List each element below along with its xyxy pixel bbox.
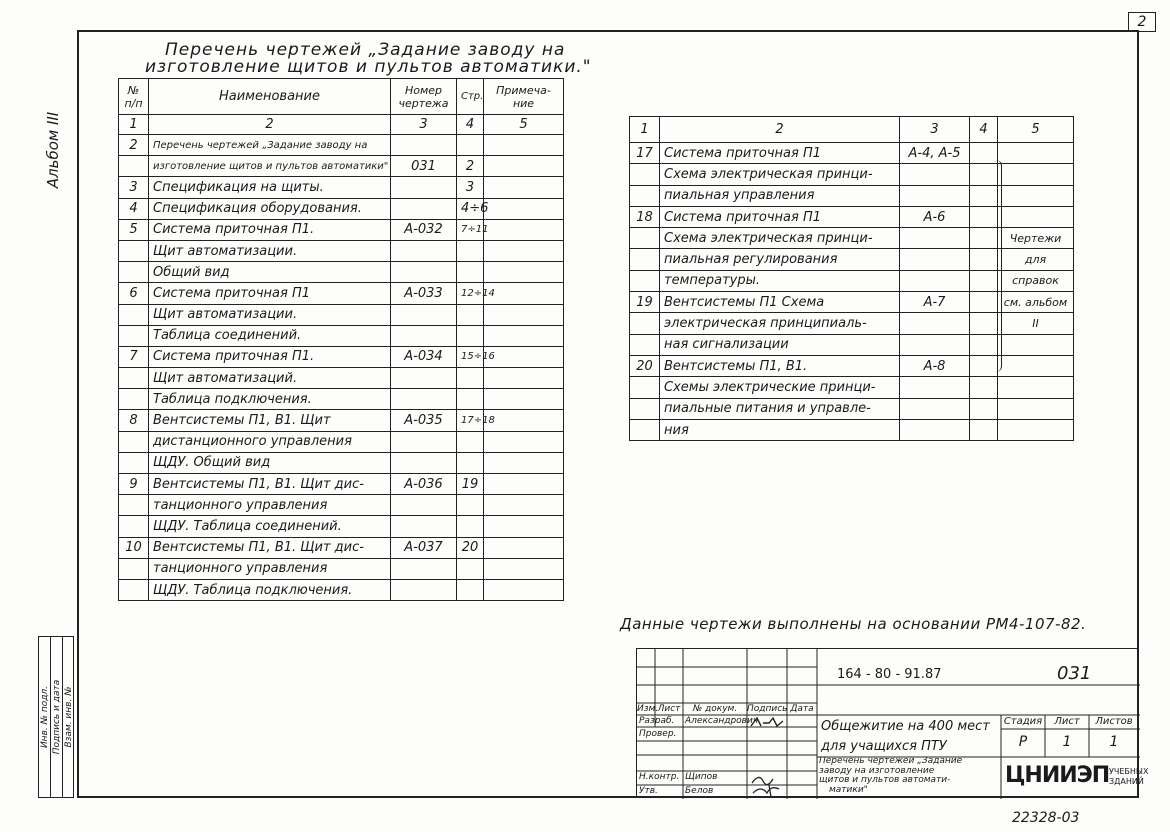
table-row <box>630 185 1074 206</box>
cell-name: пиальные питания и управле- <box>660 398 900 419</box>
table-row <box>630 143 1074 164</box>
cell-name: Щит автоматизации. <box>149 304 391 325</box>
cell-drawing <box>391 198 457 219</box>
stamp-col-header: Лист <box>657 704 681 714</box>
cell-name: электрическая принципиаль- <box>660 313 900 334</box>
cell-drawing <box>391 452 457 473</box>
role-name: Белов <box>685 786 714 796</box>
cell-drawing: А-036 <box>391 474 457 495</box>
cell-number: 5 <box>119 219 149 240</box>
cell-name: ния <box>660 419 900 440</box>
cell-page <box>457 431 484 452</box>
table-row <box>119 495 564 516</box>
cell-page <box>457 558 484 579</box>
cell-page: 19 <box>457 474 484 495</box>
cell-name: Система приточная П1 <box>660 143 900 164</box>
table-row <box>119 135 564 156</box>
cell-page <box>970 377 998 398</box>
cell-drawing <box>900 270 970 291</box>
table-row <box>119 452 564 473</box>
cell-page: 20 <box>457 537 484 558</box>
table-row <box>630 270 1074 291</box>
signature-2 <box>749 771 785 797</box>
table-row <box>630 228 1074 249</box>
title-block <box>636 648 1149 798</box>
cell-number: 19 <box>630 292 660 313</box>
cell-note <box>484 537 564 558</box>
cell-drawing <box>391 240 457 261</box>
reference-brace <box>993 160 1002 372</box>
cell-name: Спецификация оборудования. <box>149 198 391 219</box>
cell-note <box>484 495 564 516</box>
cell-name: Перечень чертежей „Задание заводу на <box>149 135 391 156</box>
cell-note <box>484 304 564 325</box>
cell-note <box>998 143 1074 164</box>
table-row <box>630 398 1074 419</box>
cell-drawing <box>391 558 457 579</box>
cell-number <box>630 313 660 334</box>
table-row <box>630 334 1074 355</box>
col-number: 3 <box>391 115 457 135</box>
cell-note: II <box>998 313 1074 334</box>
table-row <box>119 219 564 240</box>
cell-note: Чертежи <box>998 228 1074 249</box>
col-number: 1 <box>630 117 660 143</box>
cell-name: дистанционного управления <box>149 431 391 452</box>
cell-drawing: А-037 <box>391 537 457 558</box>
table-row <box>119 198 564 219</box>
cell-page <box>457 262 484 283</box>
cell-number <box>119 495 149 516</box>
cell-page <box>457 516 484 537</box>
cell-number <box>119 304 149 325</box>
cell-number <box>119 452 149 473</box>
side-stamp <box>38 636 74 798</box>
col-number: 1 <box>119 115 149 135</box>
cell-number <box>119 431 149 452</box>
cell-note <box>484 283 564 304</box>
org-name: ЦНИИЭП <box>1005 763 1110 788</box>
cell-note <box>998 419 1074 440</box>
cell-note <box>484 262 564 283</box>
table-row <box>119 558 564 579</box>
cell-note <box>484 156 564 177</box>
col-number: 5 <box>998 117 1074 143</box>
col-number: 5 <box>484 115 564 135</box>
header-page: Стр. <box>457 79 484 115</box>
cell-name: Таблица подключения. <box>149 389 391 410</box>
cell-name: Система приточная П1 <box>149 283 391 304</box>
drawings-list-table <box>118 78 564 601</box>
cell-page <box>970 419 998 440</box>
cell-number: 20 <box>630 355 660 376</box>
table-row <box>119 262 564 283</box>
table-row <box>119 325 564 346</box>
table-row <box>119 579 564 600</box>
col-number: 4 <box>457 115 484 135</box>
col-number: 4 <box>970 117 998 143</box>
object-name-line-2: для учащихся ПТУ <box>821 739 947 754</box>
cell-drawing: А-032 <box>391 219 457 240</box>
cell-drawing: А-035 <box>391 410 457 431</box>
cell-name: изготовление щитов и пультов автоматики" <box>149 156 391 177</box>
sheet-code: 031 <box>1057 663 1092 684</box>
table-row <box>630 164 1074 185</box>
cell-page <box>457 579 484 600</box>
stage-header: Листов <box>1095 716 1133 727</box>
cell-name: Щит автоматизации. <box>149 240 391 261</box>
cell-drawing: 031 <box>391 156 457 177</box>
cell-name: Таблица соединений. <box>149 325 391 346</box>
doc-title-line-2: изготовление щитов и пультов автоматики." <box>145 57 592 77</box>
cell-number <box>630 334 660 355</box>
cell-note <box>484 474 564 495</box>
cell-page: 17÷18 <box>457 410 484 431</box>
cell-number: 17 <box>630 143 660 164</box>
cell-note: справок <box>998 270 1074 291</box>
cell-page <box>970 398 998 419</box>
table-row <box>119 346 564 367</box>
cell-page <box>457 495 484 516</box>
cell-note: для <box>998 249 1074 270</box>
cell-page <box>457 368 484 389</box>
cell-note <box>484 558 564 579</box>
cell-number: 3 <box>119 177 149 198</box>
cell-page <box>457 325 484 346</box>
table-row <box>119 283 564 304</box>
sheet-title: Перечень чертежей „Задание заводу на изготовление щитов и пультов автомати- матики" <box>819 756 963 795</box>
cell-name: ЩДУ. Общий вид <box>149 452 391 473</box>
header-name: Наименование <box>149 79 391 115</box>
cell-note <box>998 185 1074 206</box>
cell-drawing <box>900 185 970 206</box>
cell-drawing: А-4, А-5 <box>900 143 970 164</box>
cell-name: ЩДУ. Таблица соединений. <box>149 516 391 537</box>
cell-note <box>484 135 564 156</box>
table-row <box>119 368 564 389</box>
header-drawing-number: Номер чертежа <box>391 79 457 115</box>
doc-title-line-1: Перечень чертежей „Задание заводу на <box>165 40 566 60</box>
cell-note <box>998 164 1074 185</box>
table-row <box>119 431 564 452</box>
cell-number <box>630 270 660 291</box>
role-label: Утв. <box>639 786 658 796</box>
cell-drawing <box>391 389 457 410</box>
role-label: Н.контр. <box>639 772 680 782</box>
cell-name: Схемы электрические принци- <box>660 377 900 398</box>
col-number: 2 <box>660 117 900 143</box>
cell-number: 4 <box>119 198 149 219</box>
cell-number: 9 <box>119 474 149 495</box>
cell-number: 7 <box>119 346 149 367</box>
table-row <box>119 304 564 325</box>
cell-name: Спецификация на щиты. <box>149 177 391 198</box>
cell-number <box>119 240 149 261</box>
cell-note <box>484 410 564 431</box>
cell-page: 15÷16 <box>457 346 484 367</box>
cell-drawing <box>391 495 457 516</box>
cell-name: Вентсистемы П1, В1. Щит дис- <box>149 474 391 495</box>
cell-number: 18 <box>630 206 660 227</box>
side-stamp-label: Инв. № подл. <box>39 685 50 749</box>
table-row <box>630 292 1074 313</box>
table-row <box>119 410 564 431</box>
cell-drawing <box>391 579 457 600</box>
stage-header: Лист <box>1054 716 1080 727</box>
role-name: Александрович <box>685 716 759 726</box>
cell-drawing: А-6 <box>900 206 970 227</box>
cell-number <box>119 579 149 600</box>
basis-note: Данные чертежи выполнены на основании РМ4-107-82. <box>620 615 1087 633</box>
table-row <box>119 240 564 261</box>
cell-name: Система приточная П1. <box>149 219 391 240</box>
stage-value: Р <box>1018 734 1028 750</box>
cell-name: пиальная регулирования <box>660 249 900 270</box>
cell-name: Общий вид <box>149 262 391 283</box>
cell-name: танционного управления <box>149 495 391 516</box>
table-row <box>630 419 1074 440</box>
drawings-list-table-continued <box>629 116 1074 441</box>
cell-number <box>119 558 149 579</box>
cell-number: 6 <box>119 283 149 304</box>
cell-drawing: А-033 <box>391 283 457 304</box>
signature-1 <box>749 715 785 729</box>
cell-drawing <box>900 419 970 440</box>
cell-drawing <box>900 164 970 185</box>
sheets-value: 1 <box>1109 734 1119 750</box>
cell-name: Вентсистемы П1 Схема <box>660 292 900 313</box>
cell-number <box>119 325 149 346</box>
cell-page <box>457 304 484 325</box>
cell-drawing <box>900 398 970 419</box>
cell-name: Щит автоматизаций. <box>149 368 391 389</box>
cell-note <box>998 334 1074 355</box>
stamp-col-header: Подпись <box>747 704 788 714</box>
cell-drawing: А-8 <box>900 355 970 376</box>
cell-page: 2 <box>457 156 484 177</box>
cell-note <box>484 346 564 367</box>
cell-name: танционного управления <box>149 558 391 579</box>
cell-number <box>119 389 149 410</box>
stamp-col-header: Изм. <box>637 704 659 714</box>
cell-drawing <box>900 377 970 398</box>
cell-page: 3 <box>457 177 484 198</box>
cell-number <box>119 156 149 177</box>
cell-drawing <box>391 516 457 537</box>
cell-note <box>484 368 564 389</box>
cell-drawing <box>900 249 970 270</box>
cell-page: 12÷14 <box>457 283 484 304</box>
cell-note <box>484 198 564 219</box>
cell-note <box>484 579 564 600</box>
cell-note <box>484 431 564 452</box>
cell-name: Схема электрическая принци- <box>660 164 900 185</box>
cell-drawing <box>900 313 970 334</box>
table-row <box>119 389 564 410</box>
col-number: 3 <box>900 117 970 143</box>
sheet-number-box: 2 <box>1128 12 1156 32</box>
table-row <box>119 537 564 558</box>
cell-drawing <box>391 262 457 283</box>
cell-drawing: А-034 <box>391 346 457 367</box>
cell-note <box>484 452 564 473</box>
cell-name: температуры. <box>660 270 900 291</box>
cell-note <box>484 177 564 198</box>
cell-note <box>484 219 564 240</box>
cell-name: Схема электрическая принци- <box>660 228 900 249</box>
sheet-value: 1 <box>1062 734 1072 750</box>
cell-name: Система приточная П1. <box>149 346 391 367</box>
cell-note <box>484 240 564 261</box>
cell-number <box>630 377 660 398</box>
cell-number <box>630 419 660 440</box>
cell-note <box>998 355 1074 376</box>
cell-drawing <box>391 325 457 346</box>
cell-name: ная сигнализации <box>660 334 900 355</box>
project-code: 164 - 80 - 91.87 <box>837 667 942 682</box>
table-row <box>630 377 1074 398</box>
header-number: № п/п <box>119 79 149 115</box>
role-label: Провер. <box>639 729 677 739</box>
cell-page: 7÷11 <box>457 219 484 240</box>
cell-number <box>630 228 660 249</box>
cell-page <box>457 389 484 410</box>
table-row <box>630 249 1074 270</box>
cell-page <box>457 452 484 473</box>
cell-note <box>484 389 564 410</box>
side-stamp-label: Взам. инв. № <box>64 686 74 748</box>
stage-header: Стадия <box>1003 716 1043 727</box>
table-row <box>630 355 1074 376</box>
cell-drawing <box>900 228 970 249</box>
side-stamp-label: Подпись и дата <box>51 679 62 755</box>
object-name-line-1: Общежитие на 400 мест <box>821 719 990 734</box>
cell-number <box>630 164 660 185</box>
cell-note <box>998 206 1074 227</box>
cell-note <box>484 325 564 346</box>
cell-number: 10 <box>119 537 149 558</box>
cell-number <box>119 368 149 389</box>
cell-drawing <box>900 334 970 355</box>
cell-drawing <box>391 431 457 452</box>
table-row <box>119 474 564 495</box>
cell-name: пиальная управления <box>660 185 900 206</box>
cell-note <box>484 516 564 537</box>
cell-drawing <box>391 135 457 156</box>
table-row <box>119 156 564 177</box>
cell-number <box>119 516 149 537</box>
cell-drawing <box>391 304 457 325</box>
cell-page <box>457 240 484 261</box>
role-name: Щипов <box>685 772 718 782</box>
role-label: Разраб. <box>639 716 675 726</box>
table-row <box>630 313 1074 334</box>
cell-number <box>630 185 660 206</box>
cell-number: 8 <box>119 410 149 431</box>
cell-number <box>630 398 660 419</box>
cell-page <box>457 135 484 156</box>
table-row <box>630 206 1074 227</box>
org-subtitle: УЧЕБНЫХ ЗДАНИЙ <box>1109 767 1149 786</box>
cell-name: ЩДУ. Таблица подключения. <box>149 579 391 600</box>
cell-note: см. альбом <box>998 292 1074 313</box>
cell-drawing: А-7 <box>900 292 970 313</box>
cell-note <box>998 377 1074 398</box>
stamp-col-header: Дата <box>790 704 814 714</box>
cell-name: Система приточная П1 <box>660 206 900 227</box>
album-label: Альбом III <box>44 111 62 189</box>
cell-note <box>998 398 1074 419</box>
cell-drawing <box>391 368 457 389</box>
cell-drawing <box>391 177 457 198</box>
col-number: 2 <box>149 115 391 135</box>
archive-code: 22328-03 <box>1012 810 1080 826</box>
header-note: Примеча-ние <box>484 79 564 115</box>
cell-number <box>119 262 149 283</box>
cell-number: 2 <box>119 135 149 156</box>
table-row <box>119 516 564 537</box>
cell-number <box>630 249 660 270</box>
cell-page: 4÷6 <box>457 198 484 219</box>
cell-name: Вентсистемы П1, В1. Щит <box>149 410 391 431</box>
cell-name: Вентсистемы П1, В1. Щит дис- <box>149 537 391 558</box>
table-row <box>119 177 564 198</box>
cell-name: Вентсистемы П1, В1. <box>660 355 900 376</box>
stamp-col-header: № докум. <box>692 704 738 714</box>
